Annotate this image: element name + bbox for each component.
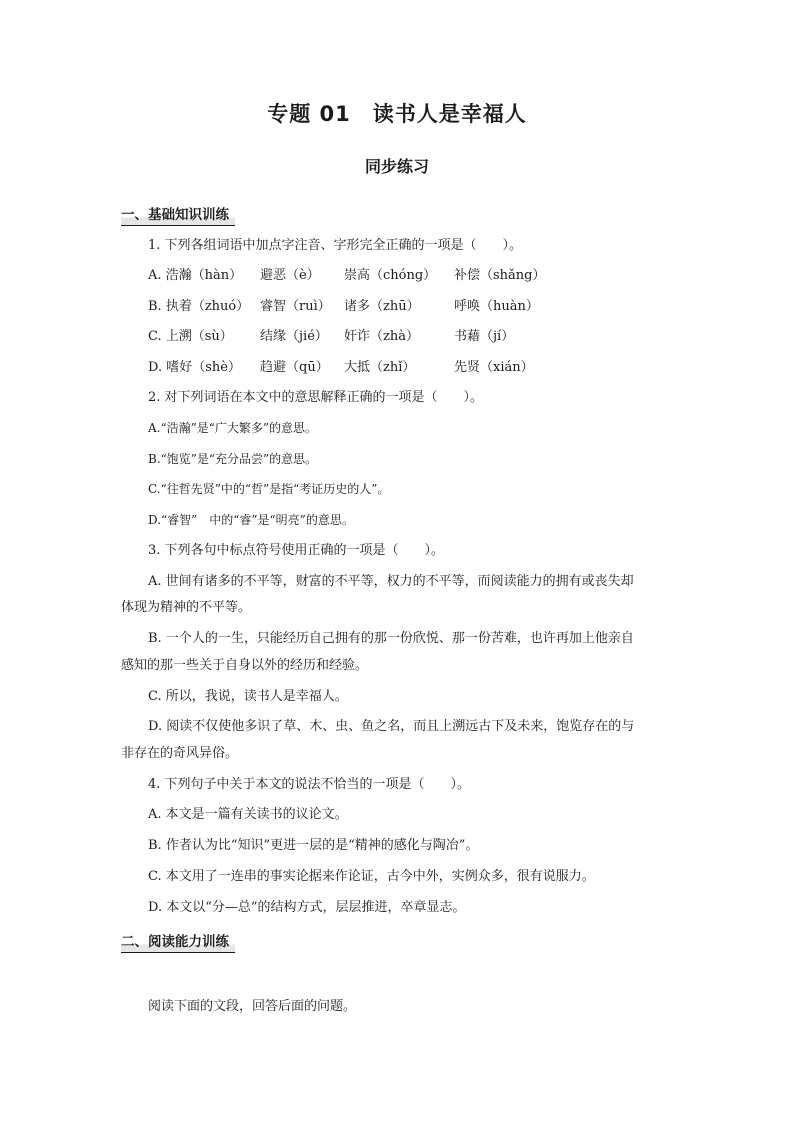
question-3-option-a-cont: 体现为精神的不平等。 bbox=[121, 600, 252, 615]
question-2-option-b: B.“饱览”是“充分品尝”的意思。 bbox=[148, 452, 318, 466]
reading-intro: 阅读下面的文段，回答后面的问题。 bbox=[148, 999, 357, 1014]
option-word: A. 浩瀚（hàn） bbox=[148, 268, 243, 283]
option-word: D. 嗜好（shè） bbox=[148, 360, 241, 375]
option-word: 趋避（qū） bbox=[260, 360, 329, 375]
option-word: 大抵（zhǐ） bbox=[344, 360, 416, 375]
question-3-option-a: A. 世间有诸多的不平等，财富的不平等，权力的不平等，而阅读能力的拥有或丧失却 bbox=[148, 574, 634, 589]
page-subtitle: 同步练习 bbox=[364, 157, 429, 176]
question-3-option-d: D. 阅读不仅使他多识了草、木、虫、鱼之名，而且上溯远古下及未来，饱览存在的与 bbox=[148, 719, 635, 734]
option-word: 奸诈（zhà） bbox=[344, 329, 419, 344]
section-heading-basic: 一、基础知识训练 bbox=[121, 206, 235, 226]
option-word: C. 上溯（sù） bbox=[148, 329, 233, 344]
question-4-option-b: B. 作者认为比“知识”更进一层的是“精神的感化与陶冶”。 bbox=[148, 838, 479, 853]
option-word: 崇高（chóng） bbox=[344, 268, 437, 283]
question-4-option-a: A. 本文是一篇有关读书的议论文。 bbox=[148, 807, 348, 822]
option-word: 避恶（è） bbox=[260, 268, 320, 283]
question-4-stem: 4. 下列句子中关于本文的说法不恰当的一项是（ ）。 bbox=[148, 777, 471, 792]
option-word: 补偿（shǎng） bbox=[454, 268, 546, 283]
question-3-option-c: C. 所以，我说，读书人是幸福人。 bbox=[148, 689, 348, 704]
question-4-option-c: C. 本文用了一连串的事实论据来作论证，古今中外，实例众多，很有说服力。 bbox=[148, 869, 595, 884]
question-2-option-d: D.“睿智” 中的“睿”是“明亮”的意思。 bbox=[148, 513, 354, 527]
question-3-option-b-cont: 感知的那一些关于自身以外的经历和经验。 bbox=[121, 658, 369, 673]
question-4-option-d: D. 本文以“分—总”的结构方式，层层推进，卒章显志。 bbox=[148, 900, 466, 915]
option-word: 结缘（jié） bbox=[260, 329, 328, 344]
question-2-stem: 2. 对下列词语在本文中的意思解释正确的一项是（ ）。 bbox=[148, 390, 484, 405]
option-word: 睿智（ruì） bbox=[260, 299, 331, 314]
question-1-stem: 1. 下列各组词语中加点字注音、字形完全正确的一项是（ ）。 bbox=[148, 238, 523, 253]
question-2-option-a: A.“浩瀚”是“广大繁多”的意思。 bbox=[148, 421, 318, 435]
page-title: 专题 01 读书人是幸福人 bbox=[267, 102, 527, 126]
question-3-option-b: B. 一个人的一生，只能经历自己拥有的那一份欣悦、那一份苦难，也许再加上他亲自 bbox=[148, 631, 634, 646]
option-word: B. 执着（zhuó） bbox=[148, 299, 250, 314]
question-2-option-c: C.“往哲先贤”中的“哲”是指“考证历史的人”。 bbox=[148, 482, 390, 496]
option-word: 先贤（xián） bbox=[454, 360, 534, 375]
option-word: 书藉（jí） bbox=[454, 329, 515, 344]
question-3-option-d-cont: 非存在的奇风异俗。 bbox=[121, 746, 239, 761]
section-heading-reading: 二、阅读能力训练 bbox=[121, 933, 235, 953]
question-3-stem: 3. 下列各句中标点符号使用正确的一项是（ ）。 bbox=[148, 543, 445, 558]
option-word: 诸多（zhū） bbox=[344, 299, 420, 314]
option-word: 呼唤（huàn） bbox=[454, 299, 539, 314]
